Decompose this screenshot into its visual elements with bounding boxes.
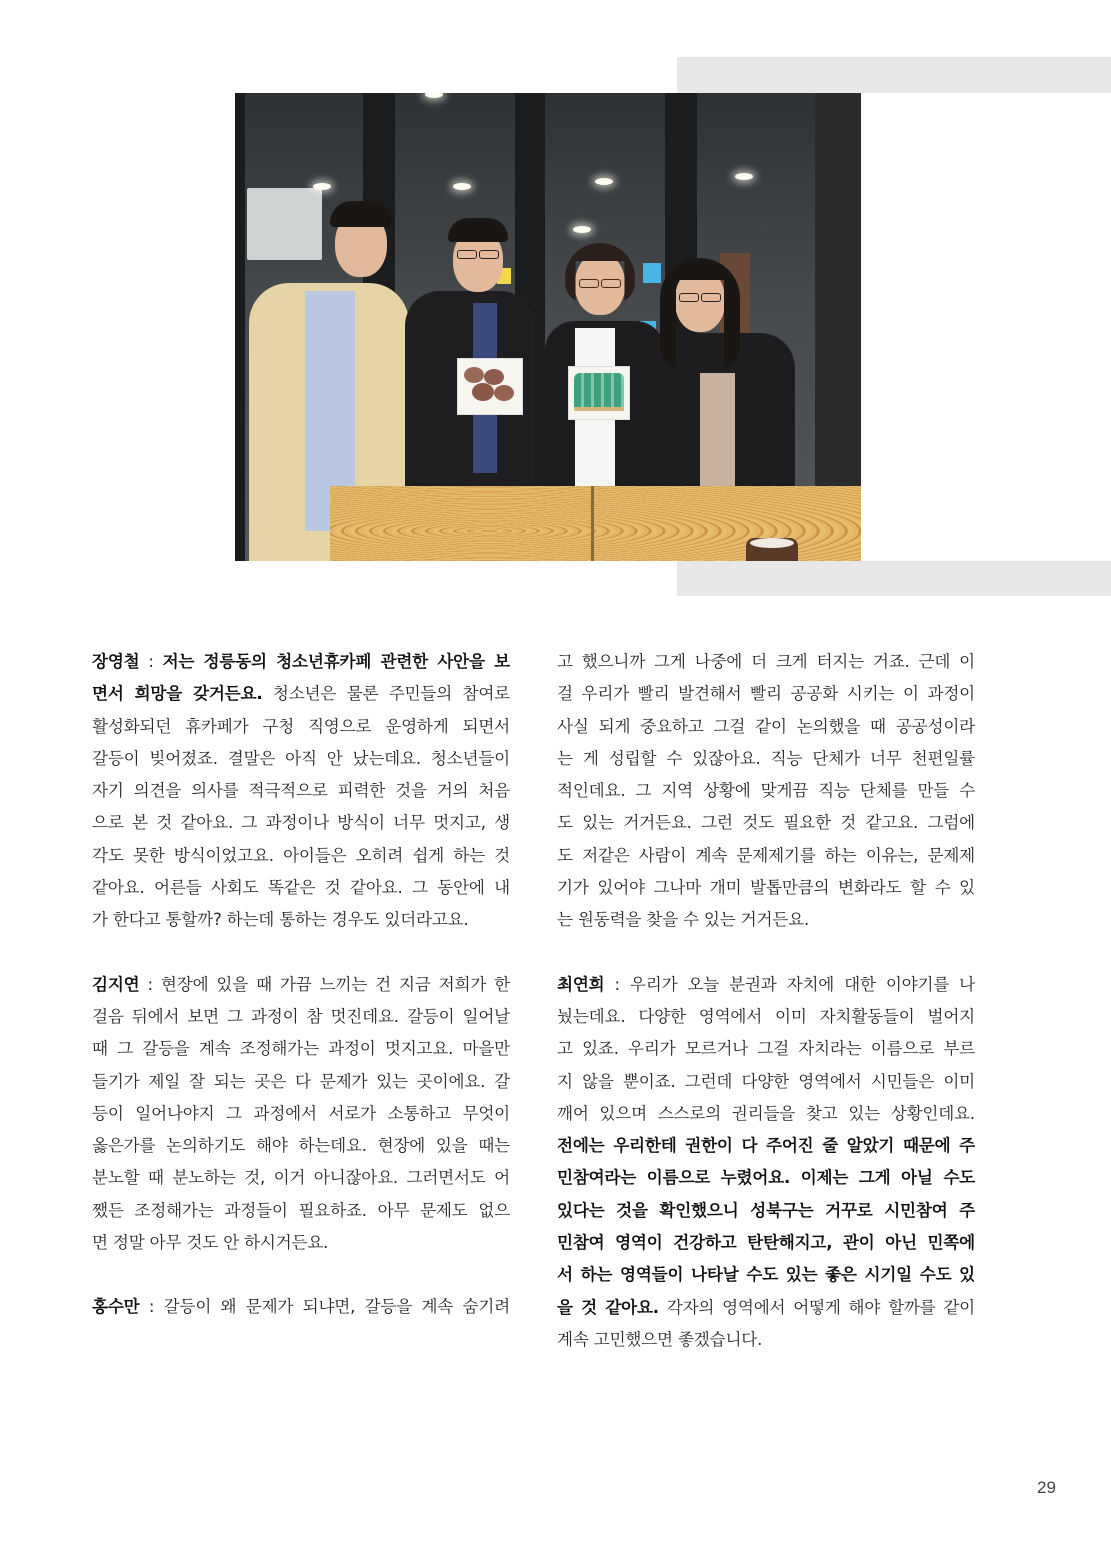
body-text: 계속 고민했으면 좋겠습니다. [557, 1329, 763, 1349]
emphasized-text: 전에는 우리한테 권한이 다 주어진 줄 알았기 때문에 주 [557, 1136, 975, 1156]
body-text: 기가 있어야 그나마 개미 발톱만큼의 변화라도 할 수 있 [557, 878, 975, 898]
text-line [557, 1098, 975, 1130]
body-text: 쨌든 조정해가는 과정들이 필요하죠. 아무 문제도 없으 [92, 1200, 510, 1220]
text-line [557, 1130, 975, 1162]
body-text: 옳은가를 논의하기도 해야 하는데요. 현장에 있을 때는 [92, 1136, 510, 1156]
text-line [557, 743, 975, 775]
text-line [92, 678, 510, 710]
text-line [92, 1001, 510, 1033]
ceiling-light [735, 173, 753, 180]
dialogue-paragraph [557, 646, 975, 937]
text-line [92, 872, 510, 904]
emphasized-text: 민참여 영역이 건강하고 탄탄해지고, 관이 아닌 민쪽에 [557, 1233, 975, 1253]
body-text: 각자의 영역에서 어떻게 해야 할까를 같이 [658, 1297, 975, 1317]
emphasized-text: 면서 희망을 갖거든요. [92, 684, 263, 704]
text-line [557, 1259, 975, 1291]
body-text: 들기가 제일 잘 되는 곳은 다 문제가 있는 곳이에요. 갈 [92, 1071, 510, 1091]
body-text: 걸음 뒤에서 보면 그 과정이 참 멋진데요. 갈등이 일어날 [92, 1006, 510, 1026]
body-text: 사실 되게 중요하고 그걸 같이 논의했을 때 공공성이라 [557, 716, 975, 736]
emphasized-text: 있다는 것을 확인했으니 성북구는 거꾸로 시민참여 주 [557, 1200, 975, 1220]
body-text: 는 게 성립할 수 있잖아요. 직능 단체가 너무 천편일률 [557, 748, 975, 768]
text-line [92, 840, 510, 872]
body-text: 갈등이 빚어졌죠. 결말은 아직 안 났는데요. 청소년들이 [92, 748, 510, 768]
ceiling-light [313, 183, 331, 190]
body-text: 때 그 갈등을 계속 조정해가는 과정이 멋지고요. 마을만 [92, 1039, 510, 1059]
article-column-left [92, 646, 510, 1356]
dialogue-paragraph [92, 646, 510, 937]
body-text: 분노할 때 분노하는 것, 이거 아니잖아요. 그러면서도 어 [92, 1168, 510, 1188]
text-line [557, 711, 975, 743]
text-line [557, 646, 975, 678]
text-line [557, 872, 975, 904]
body-text: 는 원동력을 찾을 수 있는 거거든요. [557, 910, 810, 930]
body-text: : 우리가 오늘 분권과 자치에 대한 이야기를 나 [604, 974, 975, 994]
body-text: 자기 의견을 의사를 적극적으로 피력한 것을 거의 처음 [92, 781, 510, 801]
body-text: 가 한다고 통할까? 하는데 통하는 경우도 있더라고요. [92, 910, 469, 930]
text-line [92, 1098, 510, 1130]
emphasized-text: 저는 정릉동의 청소년휴카페 관련한 사안을 보 [162, 652, 510, 671]
text-line [92, 807, 510, 839]
ceiling-light [453, 183, 471, 190]
body-text: 깨어 있으며 스스로의 권리들을 찾고 있는 상황인데요. [557, 1103, 975, 1123]
body-text: 으로 본 것 같아요. 그 과정이나 방식이 너무 멋지고, 생 [92, 813, 510, 833]
ceiling-light [595, 178, 613, 185]
text-line [92, 775, 510, 807]
body-text: 지 않을 뿐이죠. 그런데 다양한 영역에서 시민들은 이미 [557, 1071, 975, 1091]
body-text: 면 정말 아무 것도 안 하시거든요. [92, 1233, 329, 1253]
body-text: 걸 우리가 빨리 발견해서 빨리 공공화 시키는 이 과정이 [557, 684, 975, 704]
table-seam [591, 486, 594, 561]
body-text: 청소년은 물론 주민들의 참여로 [262, 684, 510, 704]
air-conditioner [247, 188, 322, 260]
group-photo [235, 93, 861, 561]
text-line [92, 646, 510, 678]
potatoes-card [457, 358, 523, 415]
text-line [92, 711, 510, 743]
text-line [557, 1066, 975, 1098]
dialogue-paragraph [92, 1291, 510, 1323]
text-line [92, 969, 510, 1001]
text-line [92, 1162, 510, 1194]
emphasized-text: 을 것 같아요. [557, 1297, 659, 1317]
text-line [557, 1162, 975, 1194]
emphasized-text: 민참여라는 이름으로 누렸어요. 이제는 그게 아닐 수도 [557, 1168, 975, 1188]
text-line [557, 1033, 975, 1065]
article-column-right [557, 646, 975, 1388]
green-bottles-card [568, 366, 630, 420]
text-line [557, 1227, 975, 1259]
text-line [557, 1001, 975, 1033]
speaker-name: 홍수만 [92, 1297, 140, 1317]
body-text: 각도 못한 방식이었고요. 아이들은 오히려 쉽게 하는 것 [92, 845, 510, 865]
body-text: : [139, 652, 163, 671]
ceiling-light [573, 226, 591, 233]
body-text: 활성화되던 휴카페가 구청 직영으로 운영하게 되면서 [92, 716, 510, 736]
dialogue-paragraph [92, 969, 510, 1260]
text-line [557, 1292, 975, 1324]
text-line [92, 1033, 510, 1065]
text-line [92, 743, 510, 775]
dialogue-paragraph [557, 969, 975, 1357]
page-number: 29 [1037, 1478, 1056, 1497]
speaker-name: 최연희 [557, 974, 605, 994]
speaker-name: 장영철 [92, 652, 140, 671]
coffee-cup [746, 538, 798, 561]
body-text: 같아요. 어른들 사회도 똑같은 것 같아요. 그 동안에 내 [92, 878, 510, 898]
text-line [92, 1291, 510, 1323]
decorative-bar-top [677, 57, 1111, 93]
text-line [557, 807, 975, 839]
window-frame [235, 93, 245, 561]
text-line [557, 775, 975, 807]
body-text: : 갈등이 왜 문제가 되냐면, 갈등을 계속 숨기려 [139, 1297, 510, 1317]
body-text: 적인데요. 그 지역 상황에 맞게끔 직능 단체를 만들 수 [557, 781, 975, 801]
text-line [92, 1195, 510, 1227]
body-text: 눴는데요. 다양한 영역에서 이미 자치활동들이 벌어지 [557, 1006, 975, 1026]
body-text: 등이 일어나야지 그 과정에서 서로가 소통하고 무엇이 [92, 1103, 510, 1123]
text-line [92, 1130, 510, 1162]
body-text: 고 있죠. 우리가 모르거나 그걸 자치라는 이름으로 부르 [557, 1039, 975, 1059]
text-line [92, 1227, 510, 1259]
text-line [557, 840, 975, 872]
text-line [557, 969, 975, 1001]
text-line [92, 1066, 510, 1098]
body-text: 도 저같은 사람이 계속 문제제기를 하는 이유는, 문제제 [557, 845, 975, 865]
body-text: : 현장에 있을 때 가끔 느끼는 건 지금 저희가 한 [139, 974, 510, 994]
body-text: 고 했으니까 그게 나중에 더 크게 터지는 거죠. 근데 이 [557, 652, 975, 671]
body-text: 도 있는 거거든요. 그런 것도 필요한 것 같고요. 그럼에 [557, 813, 975, 833]
emphasized-text: 서 하는 영역들이 나타날 수도 있는 좋은 시기일 수도 있 [557, 1265, 975, 1285]
decorative-bar-bottom [677, 561, 1111, 596]
text-line [92, 904, 510, 936]
text-line [557, 678, 975, 710]
sticky-note [643, 263, 661, 283]
speaker-name: 김지연 [92, 974, 140, 994]
text-line [557, 904, 975, 936]
text-line [557, 1195, 975, 1227]
text-line [557, 1324, 975, 1356]
